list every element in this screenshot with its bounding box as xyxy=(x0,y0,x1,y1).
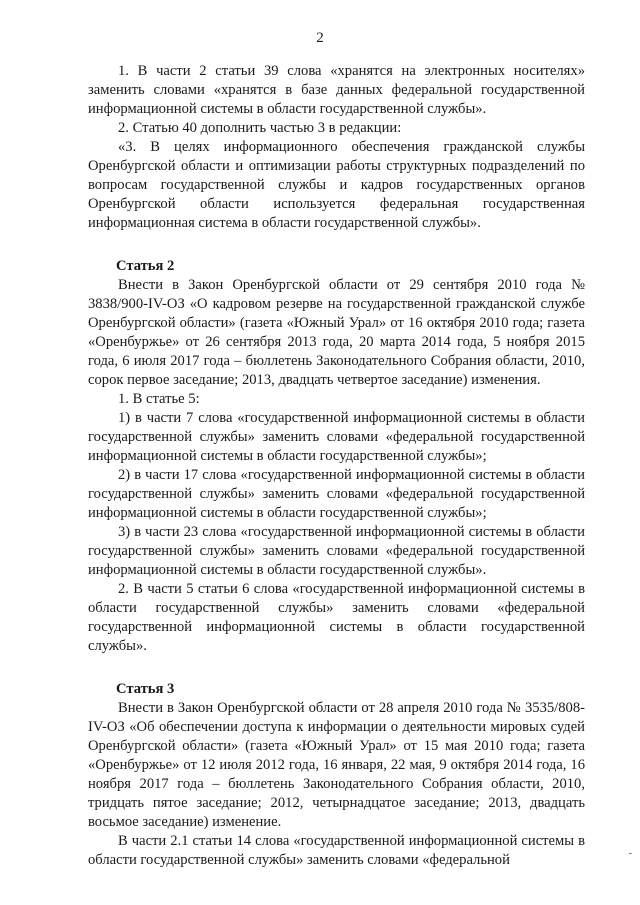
article-heading: Статья 2 xyxy=(116,258,175,274)
paragraph: 1. В статье 5: xyxy=(118,391,200,407)
paragraph: В части 2.1 статьи 14 слова «государственной информационной системы в области государственной службы» заменить словами «федеральной xyxy=(88,833,585,868)
paragraph: 2) в части 17 слова «государственной информационной системы в области государственной службы» заменить словами «федеральной государственной информационной системы в области государственной службы»; xyxy=(88,467,585,521)
paragraph: 1) в части 7 слова «государственной информационной системы в области государственной службы» заменить словами «федеральной государственной информационной системы в области государственной службы»; xyxy=(88,410,585,464)
paragraph: 2. В части 5 статьи 6 слова «государственной информационной системы в области государственной службы» заменить словами «федеральной государственной информационной системы в области государственной службы». xyxy=(88,581,585,654)
document-body xyxy=(88,62,585,870)
paragraph: 1. В части 2 статьи 39 слова «хранятся на электронных носителях» заменить словами «хранятся в базе данных федеральной государственной информационной системы в области государственной службы». xyxy=(88,63,585,117)
page-number: 2 xyxy=(316,30,324,46)
paragraph: Внести в Закон Оренбургской области от 29 сентября 2010 года № 3838/900-IV-ОЗ «О кадровом резерве на государственной гражданской службе Оренбургской области» (газета «Южный Урал» от 16 октября 2010 года; газета «Оренбуржье» от 26 сентября 2013 года, 20 марта 2014 года, 5 ноября 2015 года, 6 июля 2017 года – бюллетень Законодательного Собрания области, 2010, сорок первое заседание; 2013, двадцать четвертое заседание) изменения. xyxy=(88,277,585,388)
paragraph: 2. Статью 40 дополнить частью 3 в редакции: xyxy=(118,120,402,136)
scan-mark: - xyxy=(628,848,632,859)
paragraph: Внести в Закон Оренбургской области от 28 апреля 2010 года № 3535/808-IV-ОЗ «Об обеспечении доступа к информации о деятельности мировых судей Оренбургской области» (газета «Южный Урал» от 15 мая 2010 года; газета «Оренбуржье» от 12 июля 2012 года, 16 января, 22 мая, 9 октября 2014 года, 16 ноября 2017 года – бюллетень Законодательного Собрания области, 2010, тридцать пятое заседание; 2012, четырнадцатое заседание; 2013, двадцать восьмое заседание) изменение. xyxy=(88,700,585,830)
paragraph: «3. В целях информационного обеспечения гражданской службы Оренбургской области и оптимизации работы структурных подразделений по вопросам государственной службы и кадров государственных органов Оренбургской области используется федеральная государственная информационная система в области государственной службы». xyxy=(88,139,585,231)
paragraph: 3) в части 23 слова «государственной информационной системы в области государственной службы» заменить словами «федеральной государственной информационной системы в области государственной службы». xyxy=(88,524,585,578)
article-heading: Статья 3 xyxy=(116,681,175,697)
